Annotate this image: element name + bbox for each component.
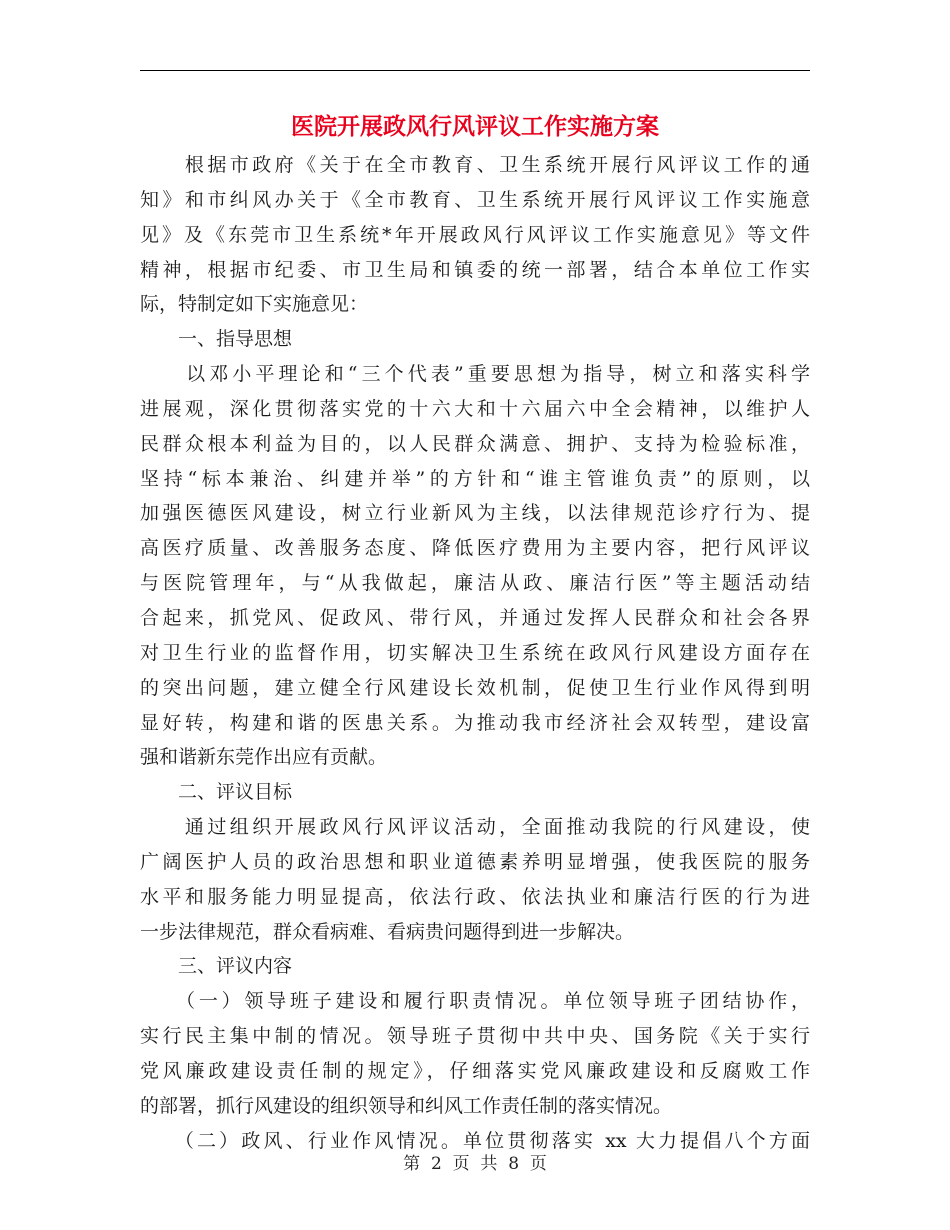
body-line: 以邓小平理论和“三个代表”重要思想为指导，树立和落实科学 [140,363,810,386]
body-line: 与医院管理年，与“从我做起，廉洁从政、廉洁行医”等主题活动结 [140,572,810,595]
body-line: 实行民主集中制的情况。领导班子贯彻中共中央、国务院《关于实行 [140,1025,810,1048]
body-line: 际，特制定如下实施意见： [140,293,369,316]
body-line: 通过组织开展政风行风评议活动，全面推动我院的行风建设，使 [140,816,810,839]
header-rule [140,70,810,71]
body-line: 知》和市纠风办关于《全市教育、卫生系统开展行风评议工作实施意 [140,188,810,211]
body-line: 见》及《东莞市卫生系统*年开展政风行风评议工作实施意见》等文件 [140,223,810,246]
body-line: 一步法律规范，群众看病难、看病贵问题得到进一步解决。 [140,920,635,943]
section-heading: 一、指导思想 [140,328,293,351]
document-body [140,148,810,1158]
body-line: 党风廉政建设责任制的规定》，仔细落实党风廉政建设和反腐败工作 [140,1059,810,1082]
body-line: 的突出问题，建立健全行风建设长效机制，促使卫生行业作风得到明 [140,676,810,699]
body-line: 广阔医护人员的政治思想和职业道德素养明显增强，使我医院的服务 [140,850,810,873]
body-line: 加强医德医风建设，树立行业新风为主线，以法律规范诊疗行为、提 [140,502,810,525]
section-heading: 三、评议内容 [140,955,293,978]
body-line: 民群众根本利益为目的，以人民群众满意、拥护、支持为检验标准， [140,432,810,455]
body-line: 显好转，构建和谐的医患关系。为推动我市经济社会双转型，建设富 [140,711,810,734]
body-line: 进展观，深化贯彻落实党的十六大和十六届六中全会精神，以维护人 [140,397,810,420]
body-line: 精神，根据市纪委、市卫生局和镇委的统一部署，结合本单位工作实 [140,258,810,281]
body-line: 高医疗质量、改善服务态度、降低医疗费用为主要内容，把行风评议 [140,537,810,560]
body-line: 根据市政府《关于在全市教育、卫生系统开展行风评议工作的通 [140,154,810,176]
body-line: 强和谐新东莞作出应有贡献。 [140,746,388,769]
page-footer: 第 2 页 共 8 页 [403,1154,547,1174]
body-line: 合起来，抓党风、促政风、带行风，并通过发挥人民群众和社会各界 [140,606,810,629]
body-line: 水平和服务能力明显提高，依法行政、依法执业和廉洁行医的行为进 [140,885,810,908]
body-line: 对卫生行业的监督作用，切实解决卫生系统在政风行风建设方面存在 [140,641,810,664]
body-line: （二）政风、行业作风情况。单位贯彻落实 xx 大力提倡八个方面 [140,1129,810,1152]
section-heading: 二、评议目标 [140,781,293,804]
document-title: 医院开展政风行风评议工作实施方案 [291,113,659,140]
body-line: （一）领导班子建设和履行职责情况。单位领导班子团结协作， [140,990,810,1013]
body-line: 的部署，抓行风建设的组织领导和纠风工作责任制的落实情况。 [140,1094,673,1117]
body-line: 坚持“标本兼治、纠建并举”的方针和“谁主管谁负责”的原则，以 [140,467,810,490]
